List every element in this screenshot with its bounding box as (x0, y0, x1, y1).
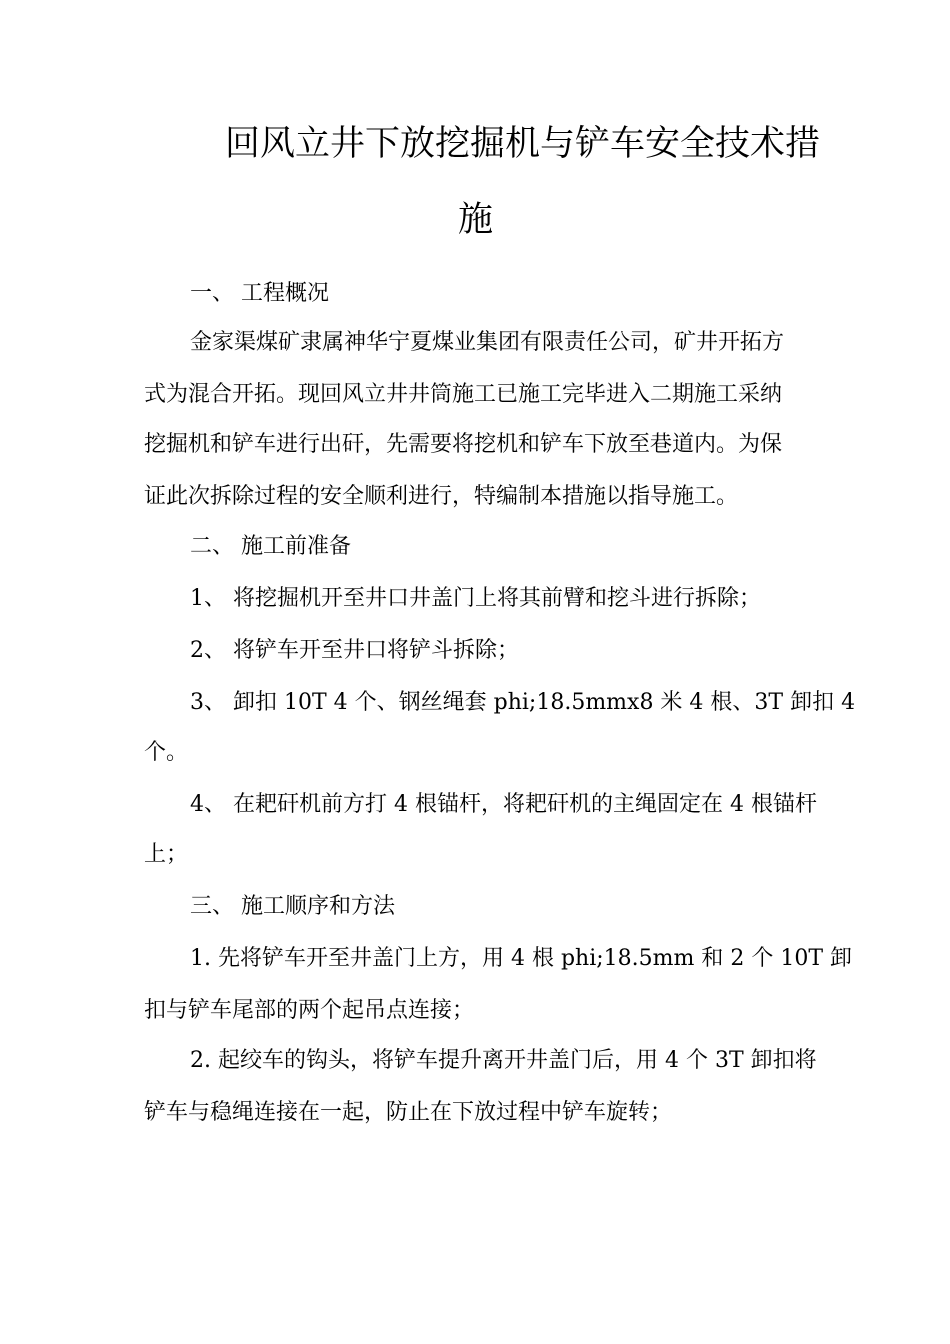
paragraph-line: 式为混合开拓。现回风立井井筒施工已施工完毕进入二期施工采纳 (144, 382, 783, 407)
paragraph-line: 金家渠煤矿隶属神华宁夏煤业集团有限责任公司，矿井开拓方 (190, 330, 785, 355)
list-item: 4、 在耙矸机前方打 4 根锚杆，将耙矸机的主绳固定在 4 根锚杆 (190, 792, 817, 817)
list-item-continuation: 铲车与稳绳连接在一起，防止在下放过程中铲车旋转； (144, 1100, 673, 1125)
document-title-line-2: 施 (458, 200, 494, 240)
list-item: 2、 将铲车开至井口将铲斗拆除； (190, 638, 519, 663)
list-item-continuation: 扣与铲车尾部的两个起吊点连接； (144, 998, 475, 1023)
section-heading-preparation: 二、 施工前准备 (190, 534, 351, 559)
list-item: 3、 卸扣 10T 4 个、钢丝绳套 phi;18.5mmx8 米 4 根、3T 卸扣 4 (190, 690, 856, 715)
paragraph-line: 挖掘机和铲车进行出矸，先需要将挖机和铲车下放至巷道内。为保 (144, 432, 783, 457)
document-title-line-1: 回风立井下放挖掘机与铲车安全技术措 (225, 124, 821, 164)
list-item: 2. 起绞车的钩头，将铲车提升离开井盖门后，用 4 个 3T 卸扣将 (190, 1048, 817, 1073)
list-item-continuation: 上； (144, 842, 189, 867)
section-heading-overview: 一、 工程概况 (190, 281, 329, 306)
list-item: 1. 先将铲车开至井盖门上方，用 4 根 phi;18.5mm 和 2 个 10T 卸 (190, 946, 852, 971)
list-item: 1、 将挖掘机开至井口井盖门上将其前臂和挖斗进行拆除； (190, 586, 761, 611)
section-heading-procedure: 三、 施工顺序和方法 (190, 894, 395, 919)
list-item-continuation: 个。 (144, 740, 189, 765)
paragraph-line: 证此次拆除过程的安全顺利进行，特编制本措施以指导施工。 (144, 484, 739, 509)
